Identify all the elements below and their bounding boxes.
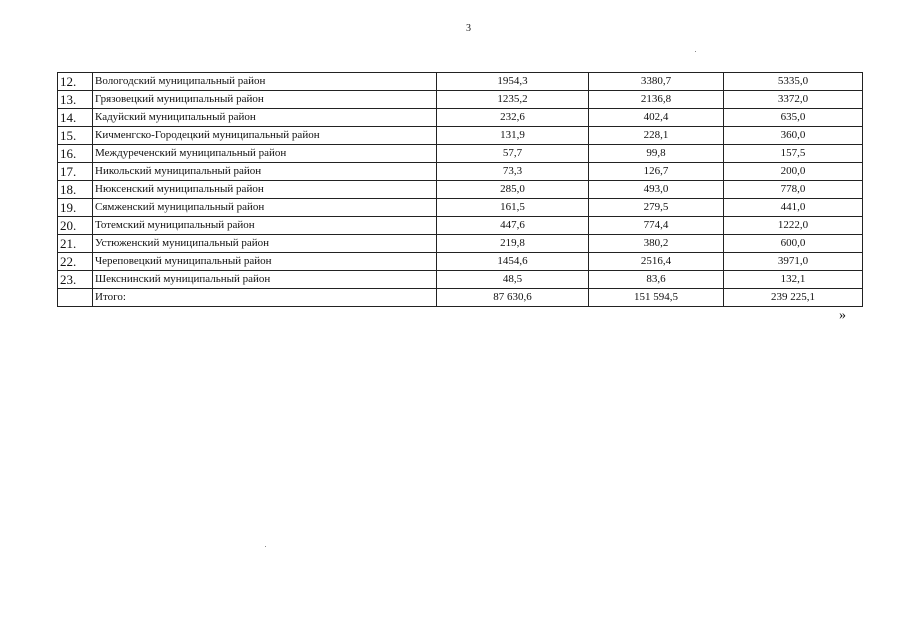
- allocation-table: [57, 72, 863, 307]
- row-number: 21.: [58, 235, 93, 253]
- value-col-2: 126,7: [589, 163, 724, 181]
- value-col-3: 157,5: [724, 145, 863, 163]
- page-number: 3: [466, 23, 471, 34]
- value-col-1: 1954,3: [437, 73, 589, 91]
- table-row: [58, 145, 863, 163]
- district-name: Кичменгско-Городецкий муниципальный район: [93, 127, 437, 145]
- table-row: [58, 181, 863, 199]
- value-col-2: 402,4: [589, 109, 724, 127]
- table-row: [58, 271, 863, 289]
- row-number: 23.: [58, 271, 93, 289]
- value-col-2: 774,4: [589, 217, 724, 235]
- value-col-3: 441,0: [724, 199, 863, 217]
- value-col-1: 161,5: [437, 199, 589, 217]
- table-row: [58, 91, 863, 109]
- row-number: 14.: [58, 109, 93, 127]
- value-col-1: 48,5: [437, 271, 589, 289]
- closing-quote: »: [839, 308, 846, 323]
- value-col-3: 600,0: [724, 235, 863, 253]
- value-col-1: 131,9: [437, 127, 589, 145]
- value-col-2: 493,0: [589, 181, 724, 199]
- scan-speck: [695, 51, 696, 52]
- value-col-3: 635,0: [724, 109, 863, 127]
- value-col-2: 3380,7: [589, 73, 724, 91]
- district-name: Череповецкий муниципальный район: [93, 253, 437, 271]
- value-col-3: 132,1: [724, 271, 863, 289]
- row-number: 17.: [58, 163, 93, 181]
- row-number: 20.: [58, 217, 93, 235]
- table-row: [58, 127, 863, 145]
- table-row: [58, 235, 863, 253]
- district-name: Сямженский муниципальный район: [93, 199, 437, 217]
- value-col-3: 3971,0: [724, 253, 863, 271]
- scan-speck: [265, 546, 266, 547]
- value-col-2: 380,2: [589, 235, 724, 253]
- value-col-2: 2136,8: [589, 91, 724, 109]
- district-name: Вологодский муниципальный район: [93, 73, 437, 91]
- row-number: 15.: [58, 127, 93, 145]
- value-col-2: 279,5: [589, 199, 724, 217]
- value-col-1: 232,6: [437, 109, 589, 127]
- row-number: 12.: [58, 73, 93, 91]
- row-number: 16.: [58, 145, 93, 163]
- value-col-1: 285,0: [437, 181, 589, 199]
- value-col-1: 219,8: [437, 235, 589, 253]
- value-col-2: 228,1: [589, 127, 724, 145]
- district-name: Нюксенский муниципальный район: [93, 181, 437, 199]
- district-name: Грязовецкий муниципальный район: [93, 91, 437, 109]
- value-col-2: 99,8: [589, 145, 724, 163]
- value-col-1: 447,6: [437, 217, 589, 235]
- district-name: Никольский муниципальный район: [93, 163, 437, 181]
- district-name: Устюженский муниципальный район: [93, 235, 437, 253]
- value-col-1: 73,3: [437, 163, 589, 181]
- table-body: [58, 73, 863, 307]
- row-number: 13.: [58, 91, 93, 109]
- total-row: [58, 289, 863, 307]
- table-row: [58, 253, 863, 271]
- value-col-1: 87 630,6: [437, 289, 589, 307]
- value-col-2: 151 594,5: [589, 289, 724, 307]
- district-name: Итого:: [93, 289, 437, 307]
- table-row: [58, 217, 863, 235]
- row-number: [58, 289, 93, 307]
- value-col-3: 778,0: [724, 181, 863, 199]
- value-col-3: 3372,0: [724, 91, 863, 109]
- table-row: [58, 199, 863, 217]
- row-number: 22.: [58, 253, 93, 271]
- district-name: Шекснинский муниципальный район: [93, 271, 437, 289]
- value-col-2: 83,6: [589, 271, 724, 289]
- value-col-3: 5335,0: [724, 73, 863, 91]
- row-number: 18.: [58, 181, 93, 199]
- value-col-1: 1235,2: [437, 91, 589, 109]
- value-col-3: 360,0: [724, 127, 863, 145]
- value-col-3: 1222,0: [724, 217, 863, 235]
- value-col-3: 239 225,1: [724, 289, 863, 307]
- value-col-1: 57,7: [437, 145, 589, 163]
- table-row: [58, 109, 863, 127]
- row-number: 19.: [58, 199, 93, 217]
- table-row: [58, 163, 863, 181]
- value-col-3: 200,0: [724, 163, 863, 181]
- district-name: Кадуйский муниципальный район: [93, 109, 437, 127]
- value-col-2: 2516,4: [589, 253, 724, 271]
- district-name: Междуреченский муниципальный район: [93, 145, 437, 163]
- value-col-1: 1454,6: [437, 253, 589, 271]
- table-row: [58, 73, 863, 91]
- district-name: Тотемский муниципальный район: [93, 217, 437, 235]
